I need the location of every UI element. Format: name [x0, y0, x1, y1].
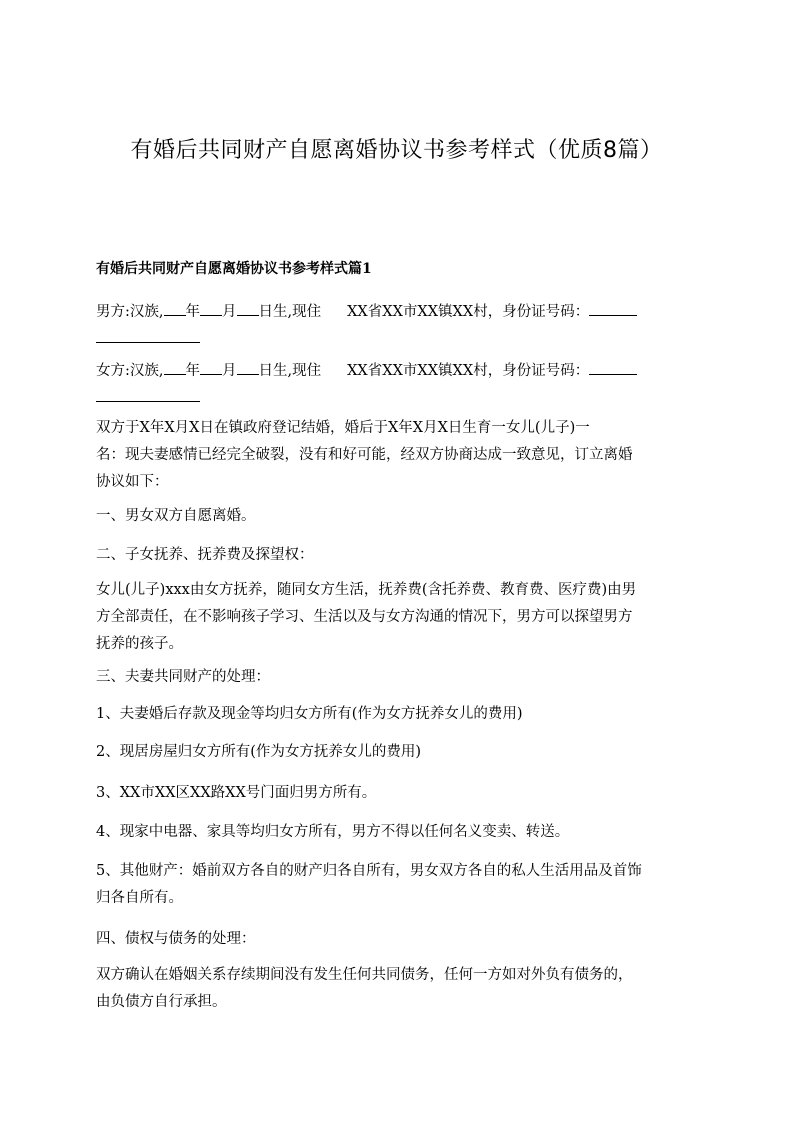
birth-month-blank	[200, 298, 222, 316]
custody-line-3: 抚养的孩子。	[96, 636, 183, 652]
item-5-line-2: 归各自所有。	[96, 890, 183, 906]
day-residence-label: 日生,现住	[258, 363, 322, 379]
intro-line-2: 名：现夫妻感情已经完全破裂，没有和好可能，经双方协商达成一致意见，订立离婚	[96, 447, 633, 463]
property-item-1: 1、夫妻婚后存款及现金等均归女方所有(作为女方抚养女儿的费用)	[96, 706, 523, 722]
debt-line-2: 由负债方自行承担。	[96, 994, 227, 1010]
property-item-3: 3、XX市XX区XX路XX号门面归男方所有。	[96, 785, 377, 801]
man-party-line-2	[96, 325, 704, 352]
year-label: 年	[185, 363, 200, 379]
year-label: 年	[185, 304, 200, 320]
clause-4: 四、债权与债务的处理：	[96, 931, 256, 947]
birth-year-blank	[164, 298, 186, 316]
id-number-blank	[589, 298, 637, 316]
man-party-paragraph	[96, 298, 704, 352]
birth-month-blank	[200, 357, 222, 375]
debt-paragraph	[96, 962, 704, 1016]
man-party-prefix: 男方:汉族,	[96, 304, 164, 320]
intro-paragraph	[96, 415, 704, 496]
custody-line-1: 女儿(儿子)xxx由女方抚养，随同女方生活，抚养费(含托养费、教育费、医疗费)由男	[96, 582, 637, 598]
id-number-blank-continued	[96, 384, 200, 402]
property-item-5	[96, 858, 704, 912]
day-residence-label: 日生,现住	[258, 304, 322, 320]
id-number-blank	[589, 357, 637, 375]
birth-day-blank	[237, 298, 259, 316]
intro-line-3: 协议如下：	[96, 474, 169, 490]
woman-party-prefix: 女方:汉族,	[96, 363, 164, 379]
woman-party-line-1	[96, 357, 704, 384]
document-title: 有婚后共同财产自愿离婚协议书参考样式（优质8篇）	[130, 138, 663, 163]
woman-address: XX省XX市XX镇XX村，身份证号码：	[347, 363, 590, 379]
intro-line-1: 双方于X年X月X日在镇政府登记结婚，婚后于X年X月X日生育一女儿(儿子)一	[96, 420, 590, 436]
birth-day-blank	[237, 357, 259, 375]
item-5-line-1: 5、其他财产：婚前双方各自的财产归各自所有，男女双方各自的私人生活用品及首饰	[96, 863, 642, 879]
property-item-2: 2、现居房屋归女方所有(作为女方抚养女儿的费用)	[96, 744, 422, 760]
woman-party-line-2	[96, 384, 704, 411]
section-title: 有婚后共同财产自愿离婚协议书参考样式篇1	[96, 261, 372, 277]
month-label: 月	[222, 363, 237, 379]
birth-year-blank	[164, 357, 186, 375]
man-party-line-1	[96, 298, 704, 325]
custody-line-2: 方全部责任，在不影响孩子学习、生活以及与女方沟通的情况下，男方可以探望男方	[96, 609, 633, 625]
id-number-blank-continued	[96, 325, 200, 343]
woman-party-paragraph	[96, 357, 704, 411]
clause-2: 二、子女抚养、抚养费及探望权：	[96, 547, 314, 563]
clause-1: 一、男女双方自愿离婚。	[96, 508, 256, 524]
month-label: 月	[222, 304, 237, 320]
custody-paragraph	[96, 577, 704, 658]
clause-3: 三、夫妻共同财产的处理：	[96, 669, 270, 685]
debt-line-1: 双方确认在婚姻关系存续期间没有发生任何共同债务，任何一方如对外负有债务的，	[96, 967, 633, 983]
man-address: XX省XX市XX镇XX村，身份证号码：	[347, 304, 590, 320]
property-item-4: 4、现家中电器、家具等均归女方所有，男方不得以任何名义变卖、转送。	[96, 824, 570, 840]
